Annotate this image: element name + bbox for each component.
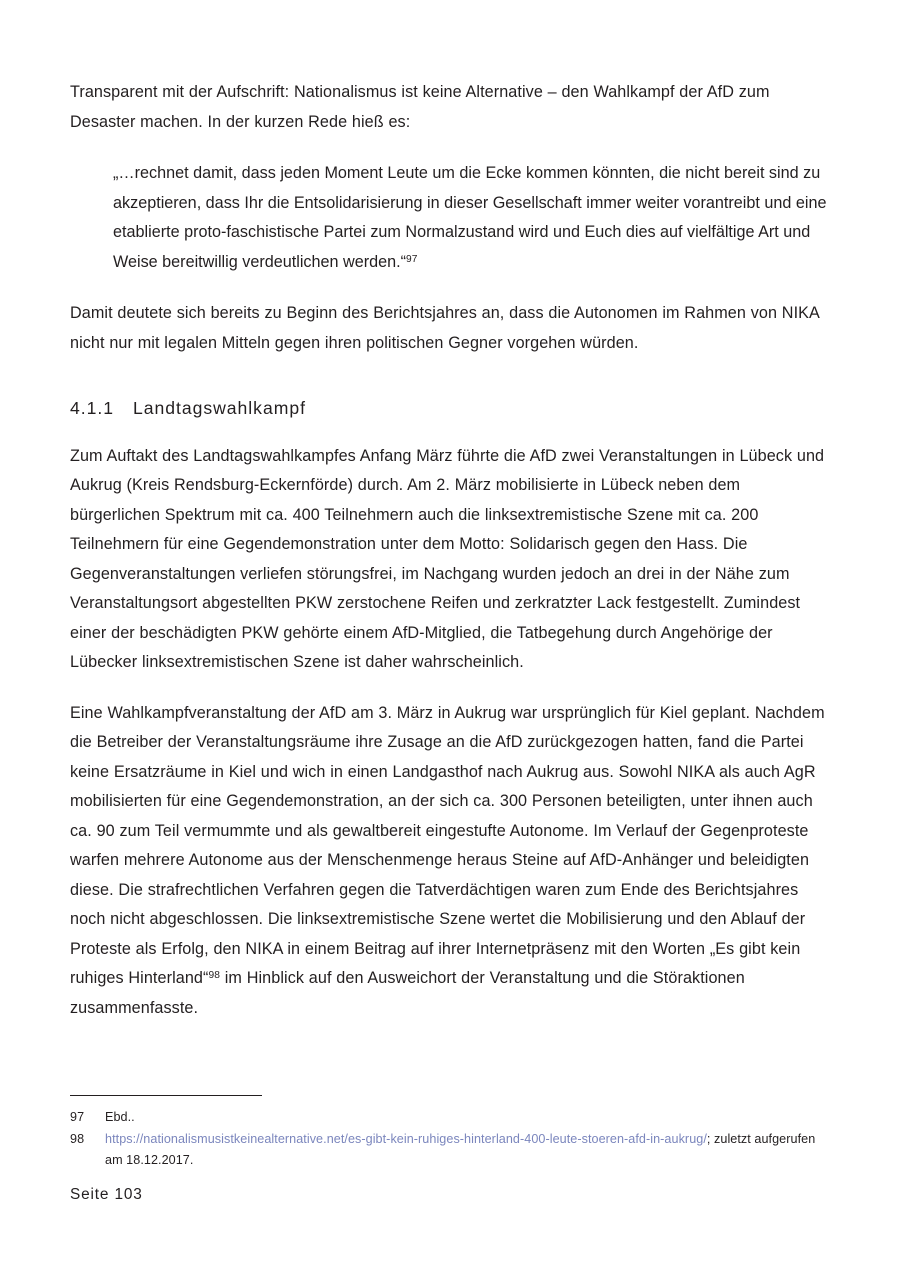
section-heading-title: Landtagswahlkampf <box>132 398 306 418</box>
body-paragraph-1: Transparent mit der Aufschrift: Nationalismus ist keine Alternative – den Wahlkampf der AfD zum Desaster machen. In der kurzen Rede hieß es: <box>70 83 770 131</box>
footnote-item <box>70 1107 834 1128</box>
footnote-access-date: ; zuletzt aufgerufen am 18.12.2017. <box>105 1132 816 1167</box>
footnote-marker-98[interactable]: 98 <box>208 970 221 982</box>
footnote-text: Ebd.. <box>105 1110 135 1124</box>
footnote-marker-97[interactable]: 97 <box>406 253 418 265</box>
page-content <box>70 78 834 1023</box>
body-paragraph-4 <box>70 699 834 1024</box>
section-heading <box>70 397 834 421</box>
footnote-item <box>70 1129 834 1171</box>
blockquote-text: „…rechnet damit, dass jeden Moment Leute um die Ecke kommen könnten, die nicht bereit sind zu akzeptieren, dass Ihr die Entsolidarisierung in dieser Gesellschaft immer weiter vorantreibt und eine etablierte proto-faschistische Partei zum Normalzustand wird und Euch dies auf vielfältige Art und Weise bereitwillig verdeutlichen werden.“ <box>113 164 827 271</box>
footnote-url-link[interactable]: https://nationalismusistkeinealternative.net/es-gibt-kein-ruhiges-hinterland-400-leute-stoeren-afd-in-aukrug/ <box>105 1132 707 1146</box>
footnote-text <box>105 1129 834 1171</box>
blockquote <box>70 159 834 277</box>
body-paragraph-4-part1: Eine Wahlkampfveranstaltung der AfD am 3. März in Aukrug war ursprünglich für Kiel geplant. Nachdem die Betreiber der Veranstaltungsräume ihre Zusage an die AfD zurückgezogen hatten, fand die Partei keine Ersatzräume in Kiel und wich in einen Landgasthof nach Aukrug aus. Sowohl NIKA als auch AgR mobilisierten für eine Gegendemonstration, an der sich ca. 300 Personen beteiligten, unter ihnen auch ca. 90 zum Teil vermummte und als gewaltbereit eingestufte Autonome. Im Verlauf der Gegenproteste warfen mehrere Autonome aus der Menschenmenge heraus Steine auf AfD-Anhänger und beleidigten diese. Die strafrechtlichen Verfahren gegen die Tatverdächtigen waren zum Ende des Berichtsjahres noch nicht abgeschlossen. Die linksextremistische Szene wertet die Mobilisierung und den Ablauf der Proteste als Erfolg, den NIKA in einem Beitrag auf ihrer Internetpräsenz mit den Worten „Es gibt kein ruhiges Hinterland“ <box>70 703 825 988</box>
footnote-number: 97 <box>70 1110 85 1124</box>
body-paragraph-3: Zum Auftakt des Landtagswahlkampfes Anfang März führte die AfD zwei Veranstaltungen in Lübeck und Aukrug (Kreis Rendsburg-Eckernförde) durch. Am 2. März mobilisierte in Lübeck neben dem bürgerlichen Spektrum mit ca. 400 Teilnehmern auch die linksextremistische Szene mit ca. 200 Teilnehmern für eine Gegendemonstration unter dem Motto: Solidarisch gegen den Hass. Die Gegenveranstaltungen verliefen störungsfrei, im Nachgang wurden jedoch an drei in der Nähe zum Veranstaltungsort abgestellten PKW zerstochene Reifen und zerkratzter Lack festgestellt. Zumindest einer der beschädigten PKW gehörte einem AfD-Mitglied, die Tatbegehung durch Angehörige der Lübecker linksextremistischen Szene ist daher wahrscheinlich. <box>70 446 825 672</box>
footnote-number: 98 <box>70 1132 85 1146</box>
body-paragraph-4-part2: im Hinblick auf den Ausweichort der Veranstaltung und die Störaktionen zusammenfasste. <box>70 969 745 1017</box>
section-heading-number: 4.1.1 <box>70 398 114 418</box>
footnote-separator-rule <box>70 1095 262 1096</box>
page-number-footer: Seite 103 <box>70 1186 143 1203</box>
footnote-section <box>70 1095 834 1172</box>
body-paragraph-2: Damit deutete sich bereits zu Beginn des Berichtsjahres an, dass die Autonomen im Rahmen von NIKA nicht nur mit legalen Mitteln gegen ihren politischen Gegner vorgehen würden. <box>70 304 820 352</box>
